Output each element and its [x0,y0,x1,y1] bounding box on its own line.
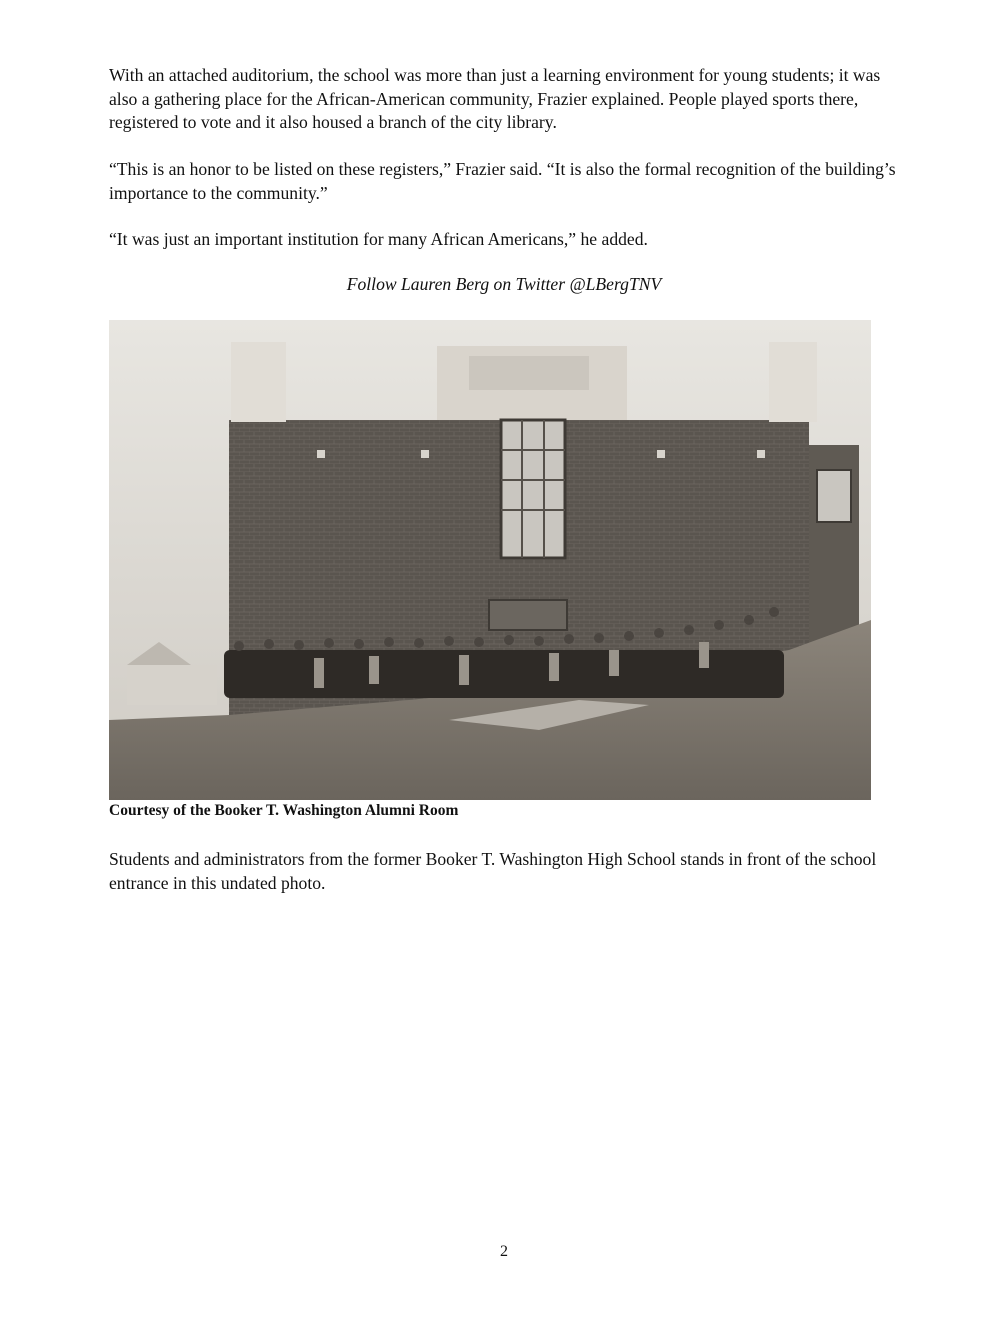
page-number: 2 [500,1243,508,1260]
follow-twitter-line: Follow Lauren Berg on Twitter @LBergTNV [346,274,662,294]
school-historic-photo [109,320,871,800]
paragraph-auditorium: With an attached auditorium, the school was more than just a learning environment for young students; it was also a gathering place for the African-American community, Frazier explained. People played sports there, registered to vote and it also housed a branch of the city library. [109,65,881,132]
paragraph-honor-quote: “This is an honor to be listed on these registers,” Frazier said. “It is also the formal recognition of the building’s importance to the community.” [109,159,896,203]
photo-caption: Students and administrators from the former Booker T. Washington High School stands in front of the school entrance in this undated photo. [109,849,877,893]
photo-credit: Courtesy of the Booker T. Washington Alumni Room [109,802,459,819]
paragraph-institution-quote: “It was just an important institution for many African Americans,” he added. [109,229,648,249]
